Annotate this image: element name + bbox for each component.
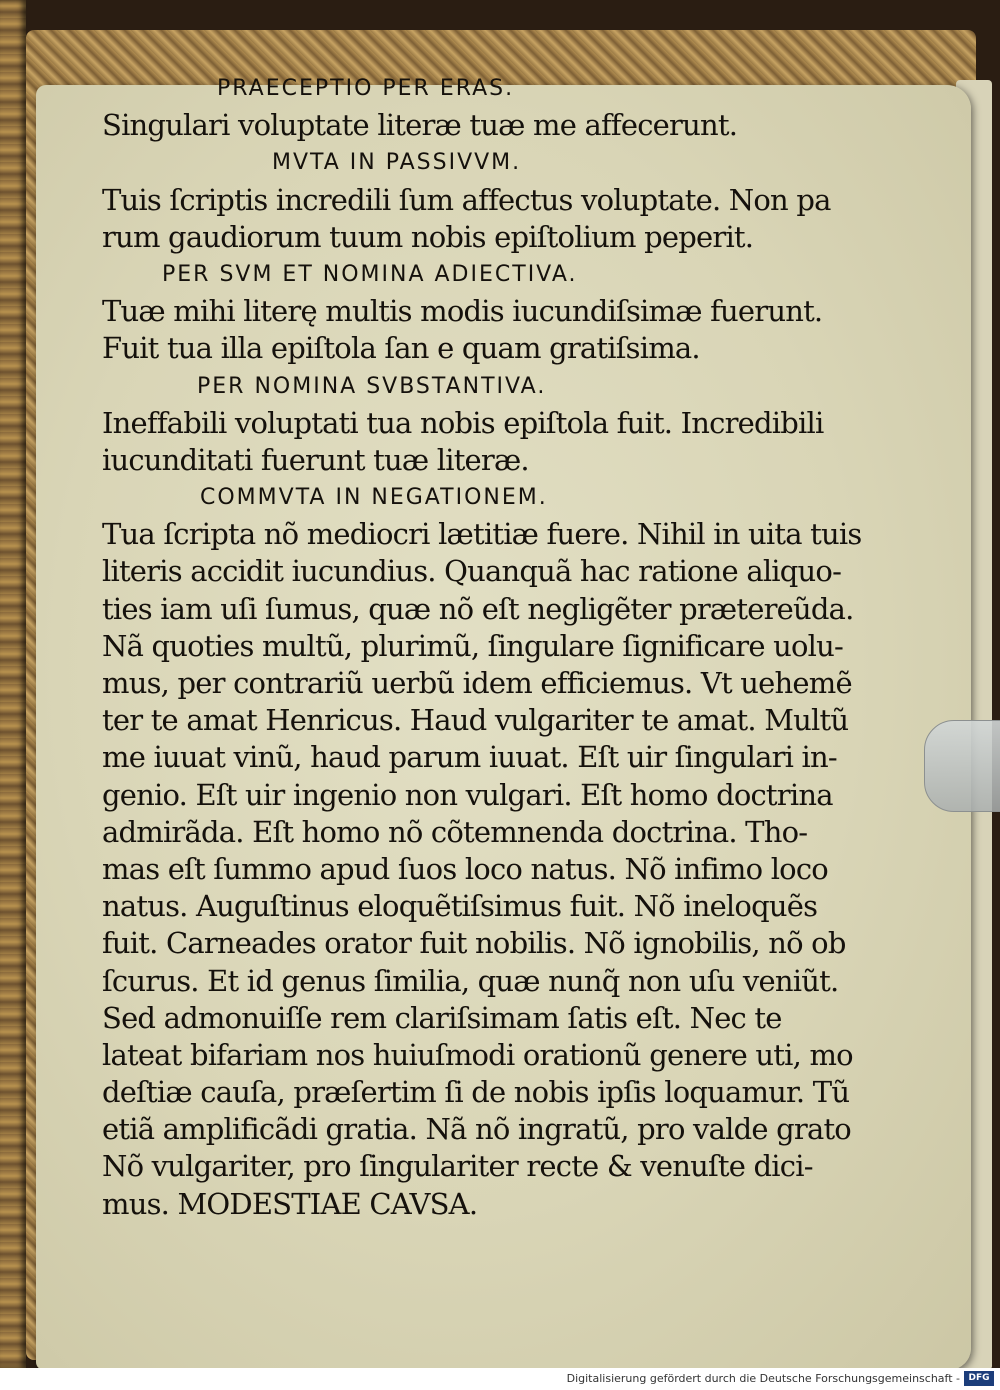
text-line: mas eſt ſummo apud ſuos loco natus. Nõ infimo loco — [102, 851, 828, 886]
text-line: Sed admonuiſſe rem clariſsimam ſatis eſt. Nec te — [102, 1000, 782, 1035]
page-text-block — [102, 70, 862, 1223]
text-line: Tuis ſcriptis incredili ſum affectus voluptate. Non pa — [102, 182, 831, 217]
text-line: lateat bifariam nos huiuſmodi orationũ genere uti, mo — [102, 1037, 853, 1072]
section-heading: PER NOMINA SVBSTANTIVA. — [197, 373, 547, 399]
section-heading: PER SVM ET NOMINA ADIECTIVA. — [162, 261, 578, 287]
text-line: literis accidit iucundius. Quanquã hac ratione aliquo- — [102, 554, 842, 589]
text-line: etiã amplificãdi gratia. Nã nõ ingratũ, pro valde grato — [102, 1112, 851, 1147]
text-line: iucunditati fuerunt tuæ literæ. — [102, 442, 529, 477]
text-line: genio. Eſt uir ingenio non vulgari. Eſt homo doctrina — [102, 777, 833, 812]
text-line: admirãda. Eſt homo nõ cõtemnenda doctrina. Tho- — [102, 814, 808, 849]
text-line: Fuit tua illa epiſtola ſan e quam gratiſsima. — [102, 331, 700, 366]
text-line: Tua ſcripta nõ mediocri lætitiæ fuere. Nihil in uita tuis — [102, 517, 862, 552]
digitization-footer — [0, 1368, 1000, 1390]
dfg-logo: DFG — [964, 1371, 994, 1386]
text-line: mus. MODESTIAE CAVSA. — [102, 1186, 478, 1221]
text-line: ter te amat Henricus. Haud vulgariter te amat. Multũ — [102, 703, 849, 738]
text-line: Nã quoties multũ, plurimũ, ſingulare ſignificare uolu- — [102, 628, 843, 663]
text-line: Singulari voluptate literæ tuæ me affecerunt. — [102, 108, 738, 143]
text-line: rum gaudiorum tuum nobis epiſtolium peperit. — [102, 219, 754, 254]
text-line: mus, per contrariũ uerbũ idem efficiemus. Vt uehemẽ — [102, 666, 852, 700]
text-line: Tuæ mihi literę multis modis iucundiſsimæ fuerunt. — [102, 294, 823, 329]
section-heading: COMMVTA IN NEGATIONEM. — [200, 485, 548, 511]
text-line: ties iam uſi ſumus, quæ nõ eſt negligẽter prætereũda. — [102, 591, 854, 626]
book-binding-edge — [0, 0, 26, 1368]
text-line: natus. Auguſtinus eloquẽtiſsimus fuit. Nõ ineloquẽs — [102, 889, 818, 924]
text-line: Nõ vulgariter, pro ſingulariter recte & venuſte dici- — [102, 1149, 813, 1184]
text-line: me iuuat vinũ, haud parum iuuat. Eſt uir ſingulari in- — [102, 740, 837, 775]
metal-clasp — [924, 720, 1000, 812]
text-line: fuit. Carneades orator fuit nobilis. Nõ ignobilis, nõ ob — [102, 926, 846, 961]
funding-credit: Digitalisierung gefördert durch die Deutsche Forschungsgemeinschaft - — [566, 1372, 960, 1385]
text-line: Ineffabili voluptati tua nobis epiſtola fuit. Incredibili — [102, 405, 824, 440]
text-line: deſtiæ cauſa, præſertim ſi de nobis ipſis loquamur. Tũ — [102, 1075, 850, 1110]
section-heading: PRAECEPTIO PER ERAS. — [217, 76, 515, 101]
section-heading: MVTA IN PASSIVVM. — [272, 150, 522, 176]
text-line: ſcurus. Et id genus ſimilia, quæ nunq̃ non uſu veniũt. — [102, 963, 839, 998]
